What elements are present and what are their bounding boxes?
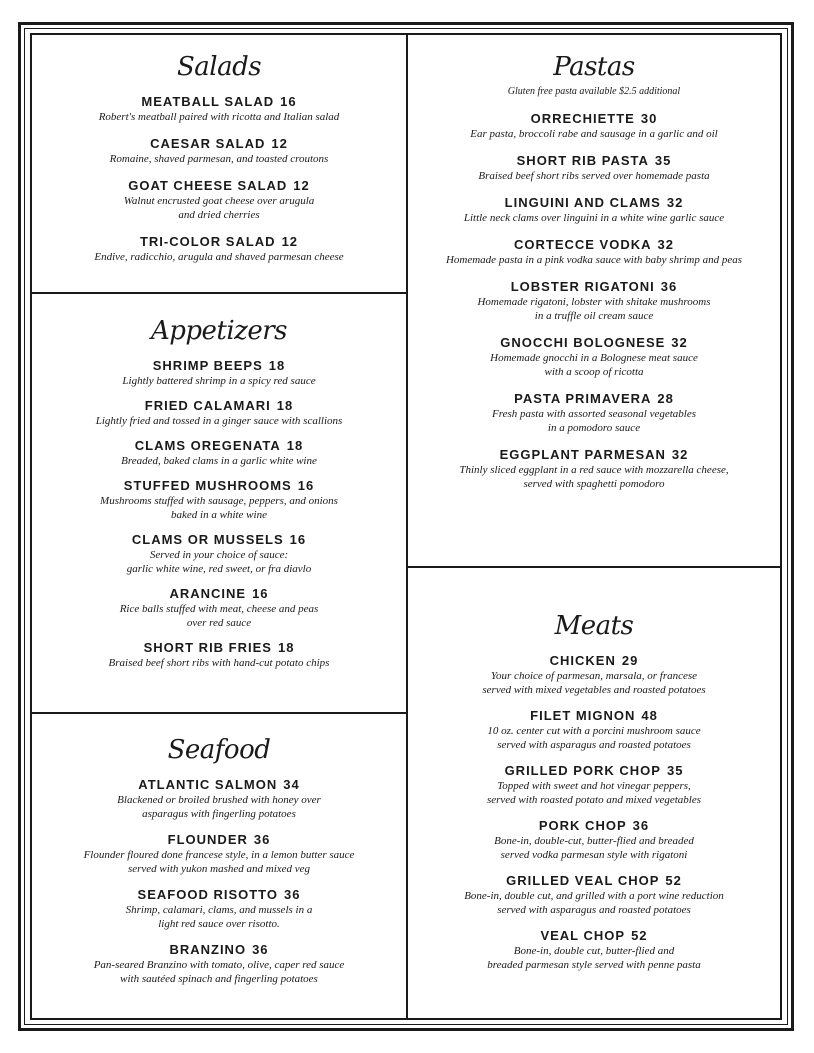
menu-item-name: CORTECCE VODKA: [514, 237, 652, 252]
divider-appetizers-seafood: [32, 712, 406, 714]
menu-item-description: Ear pasta, broccoli rabe and sausage in a garlic and oil: [470, 128, 718, 140]
menu-item-description: Your choice of parmesan, marsala, or francese served with mixed vegetables and roasted potatoes: [482, 670, 706, 696]
menu-item-description: Pan-seared Branzino with tomato, olive, caper red sauce with sautéed spinach and fingerling potatoes: [93, 959, 345, 985]
menu-item-price: 12: [281, 234, 299, 249]
menu-item-name: CHICKEN: [549, 653, 616, 668]
menu-item: [408, 335, 780, 379]
menu-item-name: GNOCCHI BOLOGNESE: [500, 335, 666, 350]
menu-item-name: LOBSTER RIGATONI: [510, 279, 655, 294]
menu-item-price: 52: [665, 873, 682, 888]
menu-item-price: 12: [271, 136, 288, 151]
menu-item: [408, 111, 780, 141]
menu-item-name: CAESAR SALAD: [150, 136, 266, 151]
menu-item: [408, 153, 780, 183]
menu-item-price: 29: [621, 653, 639, 668]
menu-item: [32, 586, 406, 630]
menu-item-description: Walnut encrusted goat cheese over arugula and dried cherries: [123, 195, 315, 221]
menu-item-price: 48: [641, 708, 658, 723]
menu-item-heading: [32, 586, 406, 602]
menu-item-description: Shrimp, calamari, clams, and mussels in a light red sauce over risotto.: [125, 904, 313, 930]
menu-item-price: 35: [666, 763, 684, 778]
menu-item: [32, 398, 406, 428]
section-title: Seafood: [167, 735, 271, 765]
menu-item-heading: [408, 928, 780, 944]
menu-item-heading: [408, 818, 780, 834]
menu-item-heading: [32, 777, 406, 793]
menu-item-heading: [32, 234, 406, 250]
section-title: Salads: [176, 52, 262, 82]
menu-item-heading: [408, 335, 780, 351]
menu-item-heading: [408, 763, 780, 779]
menu-item-name: SEAFOOD RISOTTO: [137, 887, 278, 902]
menu-item: [32, 94, 406, 124]
menu-item-price: 12: [293, 178, 310, 193]
menu-item-price: 18: [286, 438, 304, 453]
menu-item: [408, 708, 780, 752]
menu-item-description: Lightly fried and tossed in a ginger sauce with scallions: [95, 415, 343, 427]
menu-item: [408, 195, 780, 225]
section-appetizers: [32, 316, 406, 670]
menu-item: [32, 887, 406, 931]
menu-item: [408, 447, 780, 491]
menu-item-price: 52: [631, 928, 648, 943]
menu-item-price: 36: [660, 279, 678, 294]
menu-item-price: 32: [666, 195, 684, 210]
menu-item-heading: [32, 640, 406, 656]
menu-item-heading: [408, 237, 780, 253]
menu-item-heading: [408, 153, 780, 169]
section-title: Appetizers: [150, 316, 288, 346]
menu-item-heading: [32, 532, 406, 548]
menu-item-heading: [32, 398, 406, 414]
menu-item-heading: [408, 279, 780, 295]
menu-item-price: 18: [276, 398, 294, 413]
menu-item-name: PASTA PRIMAVERA: [514, 391, 652, 406]
menu-item-name: BRANZINO: [169, 942, 247, 957]
menu-item-name: ARANCINE: [169, 586, 247, 601]
menu-item-heading: [32, 358, 406, 374]
menu-item: [408, 763, 780, 807]
menu-item-list: [32, 777, 406, 986]
menu-item-description: Bone-in, double cut, and grilled with a port wine reduction served with asparagus and roasted potatoes: [464, 890, 724, 916]
menu-item: [32, 136, 406, 166]
menu-item-description: Homemade gnocchi in a Bolognese meat sauce with a scoop of ricotta: [490, 352, 698, 378]
section-title: Pastas: [553, 52, 635, 82]
menu-item-price: 34: [283, 777, 300, 792]
menu-item-name: CLAMS OR MUSSELS: [131, 532, 284, 547]
menu-item-name: SHORT RIB FRIES: [143, 640, 272, 655]
menu-item: [32, 178, 406, 222]
menu-item: [408, 237, 780, 267]
menu-item-name: VEAL CHOP: [540, 928, 626, 943]
menu-item-heading: [32, 178, 406, 194]
menu-item-description: Homemade rigatoni, lobster with shitake mushrooms in a truffle oil cream sauce: [477, 296, 711, 322]
menu-item-price: 35: [654, 153, 672, 168]
menu-item-name: GRILLED VEAL CHOP: [506, 873, 660, 888]
menu-item-name: EGGPLANT PARMESAN: [499, 447, 666, 462]
menu-item-price: 32: [657, 237, 674, 252]
menu-item-description: Flounder floured done francese style, in a lemon butter sauce served with yukon mashed and mixed veg: [83, 849, 355, 875]
menu-item-heading: [408, 447, 780, 463]
section-salads: [32, 52, 406, 264]
menu-item: [408, 653, 780, 697]
menu-item: [408, 391, 780, 435]
menu-item-price: 18: [268, 358, 286, 373]
menu-item-name: PORK CHOP: [538, 818, 627, 833]
menu-item-description: Homemade pasta in a pink vodka sauce with baby shrimp and peas: [445, 254, 743, 266]
menu-item-heading: [32, 478, 406, 494]
menu-item-heading: [32, 942, 406, 958]
menu-item-heading: [32, 438, 406, 454]
menu-item: [408, 818, 780, 862]
menu-item-name: FILET MIGNON: [530, 708, 636, 723]
menu-item-heading: [408, 653, 780, 669]
section-pastas: [408, 52, 780, 491]
menu-item-description: Braised beef short ribs with hand-cut potato chips: [108, 657, 330, 669]
menu-item-description: Thinly sliced eggplant in a red sauce with mozzarella cheese, served with spaghetti pomodoro: [459, 464, 729, 490]
menu-item-heading: [32, 94, 406, 110]
menu-item-name: ORRECHIETTE: [530, 111, 635, 126]
section-meats: [408, 611, 780, 972]
menu-item-name: SHORT RIB PASTA: [516, 153, 649, 168]
menu-item-price: 16: [252, 586, 269, 601]
menu-item-description: Romaine, shaved parmesan, and toasted croutons: [109, 153, 329, 165]
menu-item-name: TRI-COLOR SALAD: [139, 234, 276, 249]
menu-item-description: Fresh pasta with assorted seasonal vegetables in a pomodoro sauce: [492, 408, 696, 434]
menu-item-price: 30: [640, 111, 658, 126]
menu-item: [32, 532, 406, 576]
menu-item: [32, 438, 406, 468]
menu-item-heading: [32, 832, 406, 848]
menu-item-heading: [408, 111, 780, 127]
menu-item-list: [408, 653, 780, 972]
divider-pastas-meats: [408, 566, 780, 568]
menu-item-description: Breaded, baked clams in a garlic white wine: [121, 455, 317, 467]
menu-item-list: [32, 94, 406, 264]
menu-item-description: Braised beef short ribs served over homemade pasta: [478, 170, 710, 182]
section-seafood: [32, 735, 406, 986]
menu-item-name: MEATBALL SALAD: [141, 94, 275, 109]
menu-item-price: 32: [671, 447, 689, 462]
menu-item-description: Bone-in, double cut, butter-flied and breaded parmesan style served with penne pasta: [487, 945, 701, 971]
menu-item: [32, 777, 406, 821]
gluten-free-note: Gluten free pasta available $2.5 additional: [507, 86, 681, 97]
menu-item: [32, 478, 406, 522]
menu-item-price: 32: [671, 335, 688, 350]
menu-item-description: Topped with sweet and hot vinegar peppers, served with roasted potato and mixed vegetables: [486, 780, 702, 806]
menu-item-price: 36: [283, 887, 301, 902]
menu-item-name: STUFFED MUSHROOMS: [123, 478, 292, 493]
menu-item: [408, 928, 780, 972]
menu-item: [32, 942, 406, 986]
menu-item-description: Lightly battered shrimp in a spicy red sauce: [122, 375, 316, 387]
menu-item-list: [408, 111, 780, 491]
menu-item-description: Little neck clams over linguini in a white wine garlic sauce: [463, 212, 725, 224]
menu-item: [32, 832, 406, 876]
menu-item-name: GOAT CHEESE SALAD: [128, 178, 288, 193]
menu-item-heading: [408, 391, 780, 407]
menu-item-description: Mushrooms stuffed with sausage, peppers, and onions baked in a white wine: [100, 495, 338, 521]
menu-item-heading: [408, 708, 780, 724]
divider-salads-appetizers: [32, 292, 406, 294]
menu-item-name: FRIED CALAMARI: [144, 398, 271, 413]
menu-item-heading: [32, 136, 406, 152]
menu-item-description: Endive, radicchio, arugula and shaved parmesan cheese: [94, 251, 344, 263]
menu-item: [32, 640, 406, 670]
menu-item-name: GRILLED PORK CHOP: [504, 763, 661, 778]
menu-item-heading: [408, 195, 780, 211]
menu-item-name: ATLANTIC SALMON: [138, 777, 278, 792]
menu-item-description: Robert's meatball paired with ricotta and Italian salad: [98, 111, 340, 123]
menu-item-name: LINGUINI AND CLAMS: [504, 195, 661, 210]
menu-item-price: 36: [252, 942, 269, 957]
menu-item-heading: [32, 887, 406, 903]
menu-item-description: Bone-in, double-cut, butter-flied and breaded served vodka parmesan style with rigatoni: [494, 835, 694, 861]
menu-item-heading: [408, 873, 780, 889]
menu-item-description: Rice balls stuffed with meat, cheese and peas over red sauce: [119, 603, 319, 629]
menu-item-price: 18: [277, 640, 295, 655]
menu-item: [32, 358, 406, 388]
menu-item-price: 36: [253, 832, 271, 847]
menu-item: [408, 279, 780, 323]
menu-item: [408, 873, 780, 917]
section-title: Meats: [554, 611, 634, 641]
menu-item-description: Served in your choice of sauce: garlic white wine, red sweet, or fra diavlo: [126, 549, 312, 575]
menu-item-name: FLOUNDER: [167, 832, 248, 847]
menu-item-description: Blackened or broiled brushed with honey over asparagus with fingerling potatoes: [117, 794, 321, 820]
menu-item-price: 16: [280, 94, 297, 109]
menu-item-name: SHRIMP BEEPS: [152, 358, 263, 373]
menu-item-name: CLAMS OREGENATA: [134, 438, 281, 453]
menu-item: [32, 234, 406, 264]
menu-item-price: 36: [632, 818, 650, 833]
menu-item-list: [32, 358, 406, 670]
menu-item-price: 16: [297, 478, 315, 493]
menu-item-price: 28: [657, 391, 674, 406]
menu-item-price: 16: [289, 532, 307, 547]
menu-item-description: 10 oz. center cut with a porcini mushroom sauce served with asparagus and roasted potatoes: [487, 725, 701, 751]
